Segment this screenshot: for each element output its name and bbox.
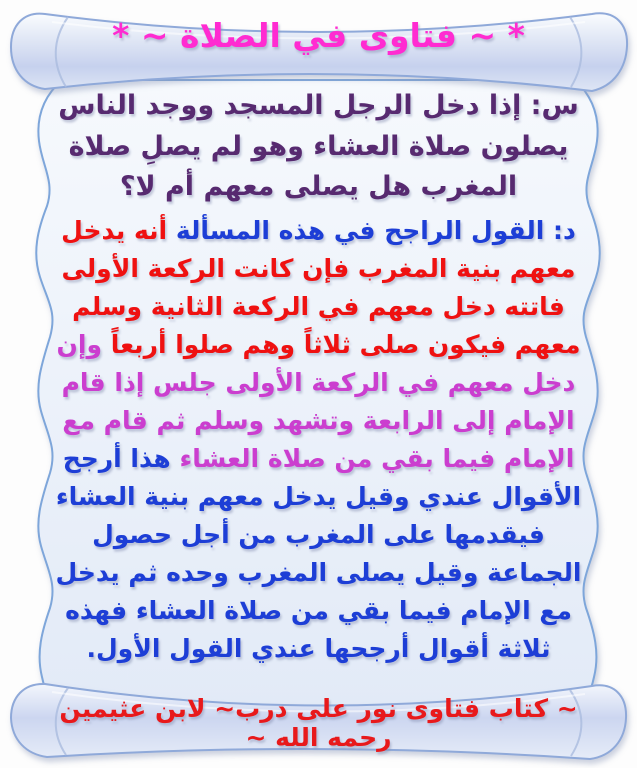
- page-title: * ~ فتاوى في الصلاة ~ *: [112, 16, 525, 55]
- fatwa-content: [52, 86, 585, 668]
- answer-segment: د: القول الراجح في هذه المسألة: [167, 215, 576, 245]
- question-text: س: إذا دخل الرجل المسجد ووجد الناس يصلون صلاة العشاء وهو لم يصلِ صلاة المغرب هل يصلى معهم أم لا؟: [58, 90, 579, 202]
- answer-segment: هذا أرجح الأقوال عندي وقيل يدخل معهم بنية العشاء فيقدمها على المغرب من أجل حصول الجماعة وقيل يصلى المغرب وحده ثم يدخل مع الإمام فيما بقي من صلاة العشاء فهذه ثلاثة أقوال أرجحها عندي القول الأول.: [55, 443, 582, 663]
- answer-segment: أنه يدخل معهم بنية المغرب فإن كانت الركعة الأولى فاتته دخل معهم في الركعة الثانية وسلم معهم فيكون صلى ثلاثاً وهم صلوا أربعاً: [61, 215, 581, 359]
- footer-source: ~ كتاب فتاوى نور على درب~ لابن عثيمين رحمه الله ~: [59, 694, 578, 752]
- answer-segment: وإن دخل معهم في الركعة الأولى جلس إذا قام الإمام إلى الرابعة وتشهد وسلم ثم قام مع الإمام فيما بقي من صلاة العشاء: [56, 329, 576, 473]
- answer-text: [52, 212, 585, 668]
